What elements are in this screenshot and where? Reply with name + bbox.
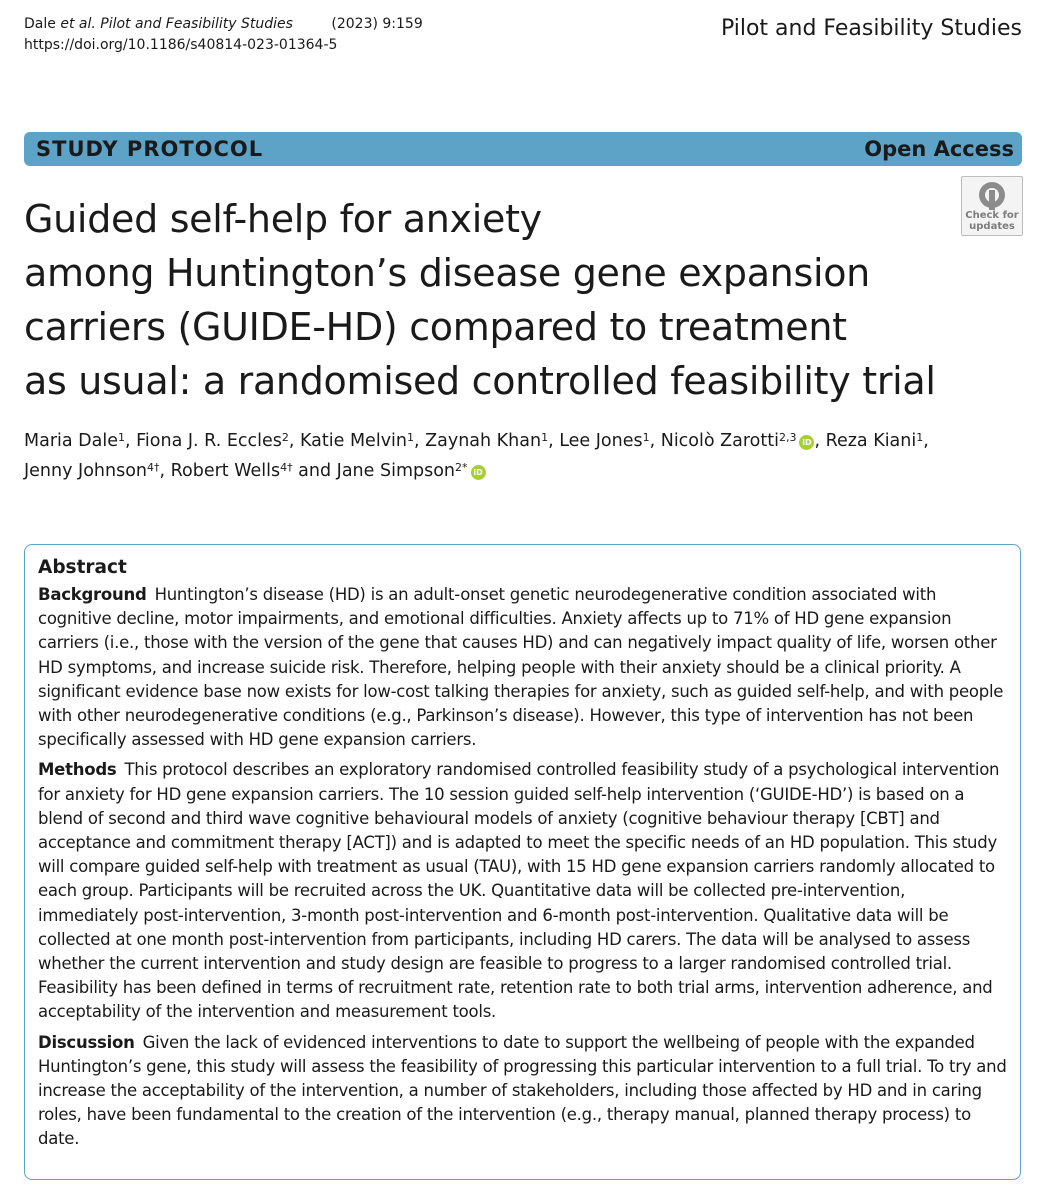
author-name[interactable]: Jenny Johnson — [24, 461, 147, 481]
author-separator: , — [649, 431, 661, 451]
citation-authors: Dale — [24, 16, 56, 32]
journal-name: Pilot and Feasibility Studies — [720, 16, 1022, 41]
author-separator: , — [159, 461, 171, 481]
author-separator: , — [125, 431, 137, 451]
discussion-label: Discussion — [38, 1032, 135, 1052]
author-name[interactable]: Maria Dale — [24, 431, 118, 451]
author-affiliation: 2* — [455, 461, 468, 474]
author-name[interactable]: Katie Melvin — [300, 431, 407, 451]
author-separator: , — [548, 431, 560, 451]
title-line: carriers (GUIDE-HD) compared to treatment — [24, 305, 847, 349]
author-name[interactable]: Zaynah Khan — [425, 431, 542, 451]
orcid-icon[interactable]: iD — [799, 435, 814, 450]
abstract-background — [38, 583, 1008, 752]
methods-text: This protocol describes an exploratory randomised controlled feasibility study of a psychological intervention for anxiety for HD gene expansion carriers. The 10 session guided self-help intervention (‘GUIDE-HD’) is based on a blend of second and third wave cognitive behavioural models of anxiety (cognitive behaviour therapy [CBT] and acceptance and commitment therapy [ACT]) and is adapted to meet the specific needs of an HD population. This study will compare guided self-help with treatment as usual (TAU), with 15 HD gene expansion carriers randomly allocated to each group. Participants will be recruited across the UK. Quantitative data will be collected pre-intervention, immediately post-intervention, 3-month post-intervention and 6-month post-intervention. Qualitative data will be collected at one month post-intervention from participants, including HD carers. The data will be analysed to assess whether the current intervention and study design are feasible to progress to a larger randomised controlled trial. Feasibility has been defined in terms of recruitment rate, retention rate to both trial arms, intervention adherence, and acceptability of the intervention and measurement tools. — [38, 760, 1000, 1022]
orcid-icon[interactable]: iD — [471, 465, 486, 480]
updates-label: updates — [969, 221, 1015, 232]
author-affiliation: 1 — [541, 431, 549, 444]
author-affiliation: 4† — [280, 461, 293, 474]
citation-etal: et al. — [60, 16, 96, 32]
open-access-label: Open Access — [864, 137, 1014, 161]
author-affiliation: 1 — [118, 431, 125, 444]
background-label: Background — [38, 585, 147, 604]
methods-label: Methods — [38, 760, 117, 780]
author-affiliation: 2,3 — [778, 431, 797, 444]
author-affiliation: 4† — [147, 461, 160, 474]
author-affiliation: 1 — [642, 431, 650, 444]
article-type-banner — [24, 132, 1022, 166]
check-for-label: Check for — [965, 210, 1019, 221]
author-separator: , — [923, 431, 929, 451]
title-line: among Huntington’s disease gene expansion — [24, 251, 870, 295]
author-affiliation: 1 — [916, 431, 924, 444]
author-separator: , — [288, 431, 301, 451]
title-line: as usual: a randomised controlled feasibility trial — [24, 359, 936, 403]
doi-link[interactable]: https://doi.org/10.1186/s40814-023-01364-5 — [24, 37, 338, 53]
article-type: STUDY PROTOCOL — [36, 137, 264, 161]
title-line: Guided self-help for anxiety — [24, 197, 542, 241]
author-affiliation: 1 — [407, 431, 414, 444]
abstract-box — [24, 544, 1021, 1180]
author-name[interactable]: Nicolò Zarotti — [660, 431, 779, 451]
author-name[interactable]: Lee Jones — [559, 431, 643, 451]
author-separator: , — [814, 431, 826, 451]
author-name[interactable]: Fiona J. R. Eccles — [136, 431, 282, 451]
abstract-heading: Abstract — [38, 557, 127, 578]
author-name[interactable]: Jane Simpson — [336, 461, 456, 481]
author-name[interactable]: Robert Wells — [170, 461, 281, 481]
article-title — [24, 192, 1024, 408]
author-affiliation: 2 — [281, 431, 289, 444]
background-text: Huntington’s disease (HD) is an adult-onset genetic neurodegenerative condition associated with cognitive decline, motor impairments, and emotional difficulties. Anxiety affects up to 71% of HD gene expansion carriers (i.e., those with the version of the gene that causes HD) and can negatively impact quality of life, worsen other HD symptoms, and increase suicide risk. Therefore, helping people with their anxiety should be a clinical priority. A significant evidence base now exists for low-cost talking therapies for anxiety, such as guided self-help, and with people with other neurodegenerative conditions (e.g., Parkinson’s disease). However, this type of intervention has not been specifically assessed with HD gene expansion carriers. — [38, 585, 1004, 750]
citation-year-volume: (2023) 9:159 — [331, 16, 423, 32]
citation-journal: Pilot and Feasibility Studies — [100, 16, 293, 32]
author-separator: , — [414, 431, 426, 451]
author-list — [24, 426, 1014, 486]
discussion-text: Given the lack of evidenced interventions to date to support the wellbeing of people with the expanded Huntington’s gene, this study will assess the feasibility of progressing this particular intervention to a full trial. To try and increase the acceptability of the intervention, a number of stakeholders, including those affected by HD and in caring roles, have been fundamental to the creation of the intervention (e.g., therapy manual, planned therapy process) to date. — [38, 1032, 1007, 1149]
abstract-discussion — [38, 1031, 1008, 1152]
author-name[interactable]: Reza Kiani — [825, 431, 917, 451]
author-separator: and — [292, 461, 337, 481]
abstract-methods — [38, 758, 1008, 1024]
page-header — [24, 14, 1022, 62]
